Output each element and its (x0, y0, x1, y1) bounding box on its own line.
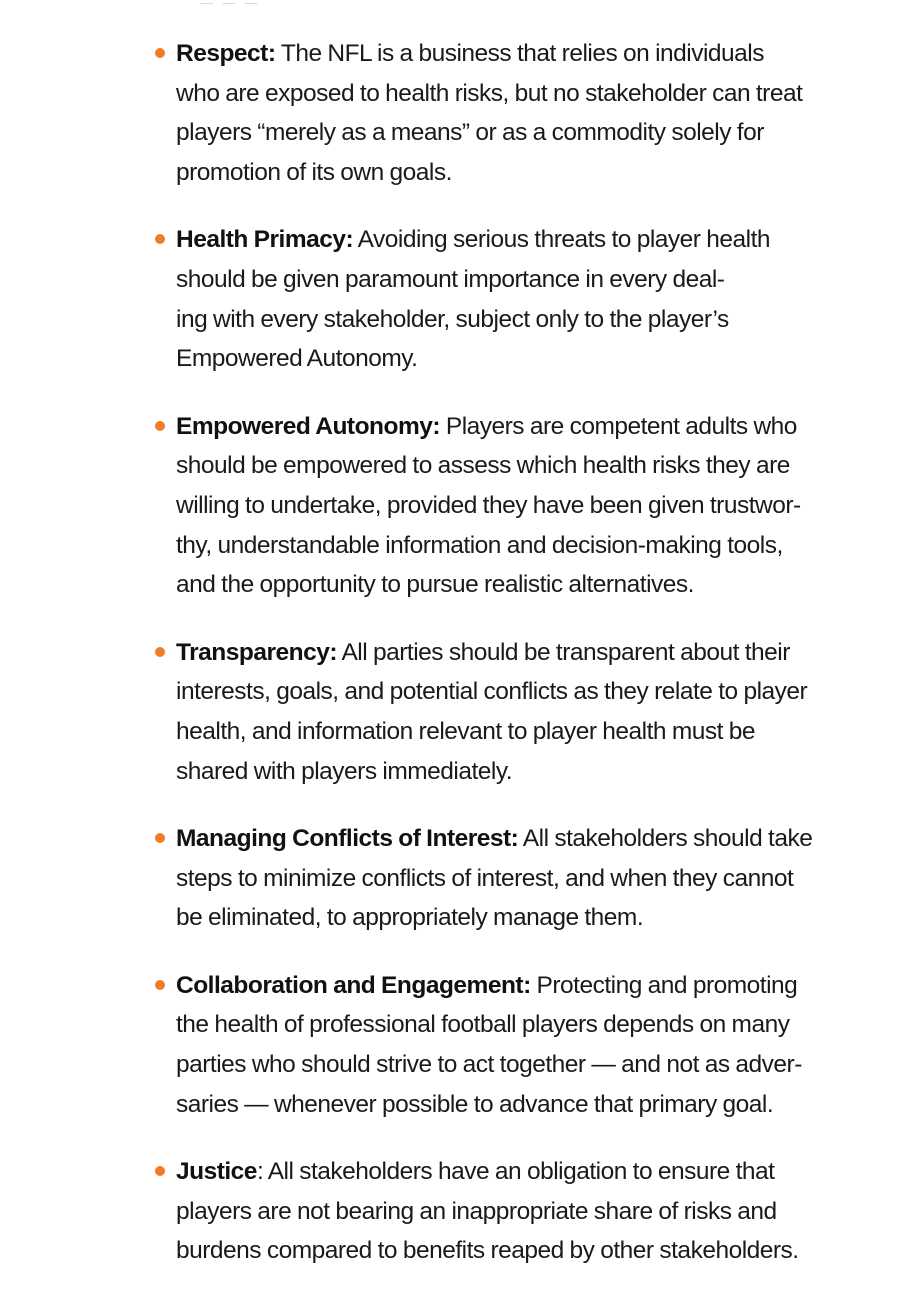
principle-text: steps to minimize conflicts of interest, and when they cannot (176, 864, 794, 892)
principle-collaboration (152, 966, 852, 1124)
principle-text: Players are competent adults who (440, 412, 797, 440)
principle-text: interests, goals, and potential conflicts as they relate to player (176, 678, 808, 706)
principle-text: thy, understandable information and decision-making tools, (176, 531, 783, 559)
principle-first-line (176, 819, 852, 859)
principle-empowered-autonomy (152, 407, 852, 605)
principle-text: Protecting and promoting (530, 971, 798, 999)
principle-first-line (176, 220, 852, 260)
principle-text: players are not bearing an inappropriate share of risks and (176, 1197, 777, 1225)
principle-text: All parties should be transparent about their (337, 638, 790, 666)
principle-justice (152, 1152, 852, 1271)
principle-text: promotion of its own goals. (176, 158, 452, 186)
principle-respect (152, 34, 852, 192)
bullet-icon (155, 48, 165, 58)
principle-first-line (176, 633, 852, 673)
principle-text: be eliminated, to appropriately manage them. (176, 904, 644, 932)
principle-text: health, and information relevant to player health must be (176, 717, 756, 745)
principles-list (152, 34, 852, 1271)
principle-transparency (152, 633, 852, 791)
principle-text: shared with players immediately. (176, 757, 513, 785)
principle-health-primacy (152, 220, 852, 378)
principle-term: Empowered Autonomy: (176, 412, 441, 440)
principle-text: who are exposed to health risks, but no stakeholder can treat (176, 79, 803, 107)
principle-managing-conflicts (152, 819, 852, 938)
principle-text: All stakeholders should take (518, 825, 813, 853)
principle-term: Managing Conflicts of Interest: (176, 825, 519, 853)
principle-text: The NFL is a business that relies on individuals (275, 40, 764, 67)
text-fragment-mark (222, 3, 236, 4)
principle-text: Avoiding serious threats to player health (353, 226, 771, 254)
principle-first-line (176, 1152, 852, 1192)
bullet-icon (155, 234, 165, 244)
principle-text: Empowered Autonomy. (176, 345, 418, 373)
principle-text: should be empowered to assess which health risks they are (176, 452, 790, 480)
principle-text: the health of professional football players depends on many (176, 1011, 790, 1039)
principle-term: Health Primacy: (176, 226, 354, 254)
principle-term: Transparency: (176, 638, 337, 666)
bullet-icon (155, 980, 165, 990)
text-fragment-mark (200, 3, 214, 4)
bullet-icon (155, 1166, 165, 1176)
principle-text: : All stakeholders have an obligation to ensure that (256, 1158, 775, 1186)
principle-term: Collaboration and Engagement: (176, 971, 531, 999)
principle-text: players “merely as a means” or as a commodity solely for (176, 119, 764, 147)
text-fragment-mark (244, 3, 258, 4)
principle-first-line (176, 966, 852, 1006)
principle-term: Respect: (176, 40, 276, 67)
principle-text: and the opportunity to pursue realistic alternatives. (176, 571, 694, 599)
bullet-icon (155, 647, 165, 657)
bullet-icon (155, 833, 165, 843)
bullet-icon (155, 421, 165, 431)
principle-text: burdens compared to benefits reaped by other stakeholders. (176, 1237, 799, 1265)
principle-text: parties who should strive to act together — and not as adver- (176, 1051, 802, 1079)
principle-text: ing with every stakeholder, subject only to the player’s (176, 305, 729, 333)
principle-text: should be given paramount importance in every deal- (176, 265, 725, 293)
principle-first-line (176, 407, 852, 447)
previous-line-fragment (200, 0, 290, 4)
principle-first-line (176, 34, 852, 74)
principle-text: saries — whenever possible to advance that primary goal. (176, 1090, 774, 1118)
principle-term: Justice (176, 1158, 257, 1186)
principle-text: willing to undertake, provided they have been given trustwor- (176, 491, 801, 519)
